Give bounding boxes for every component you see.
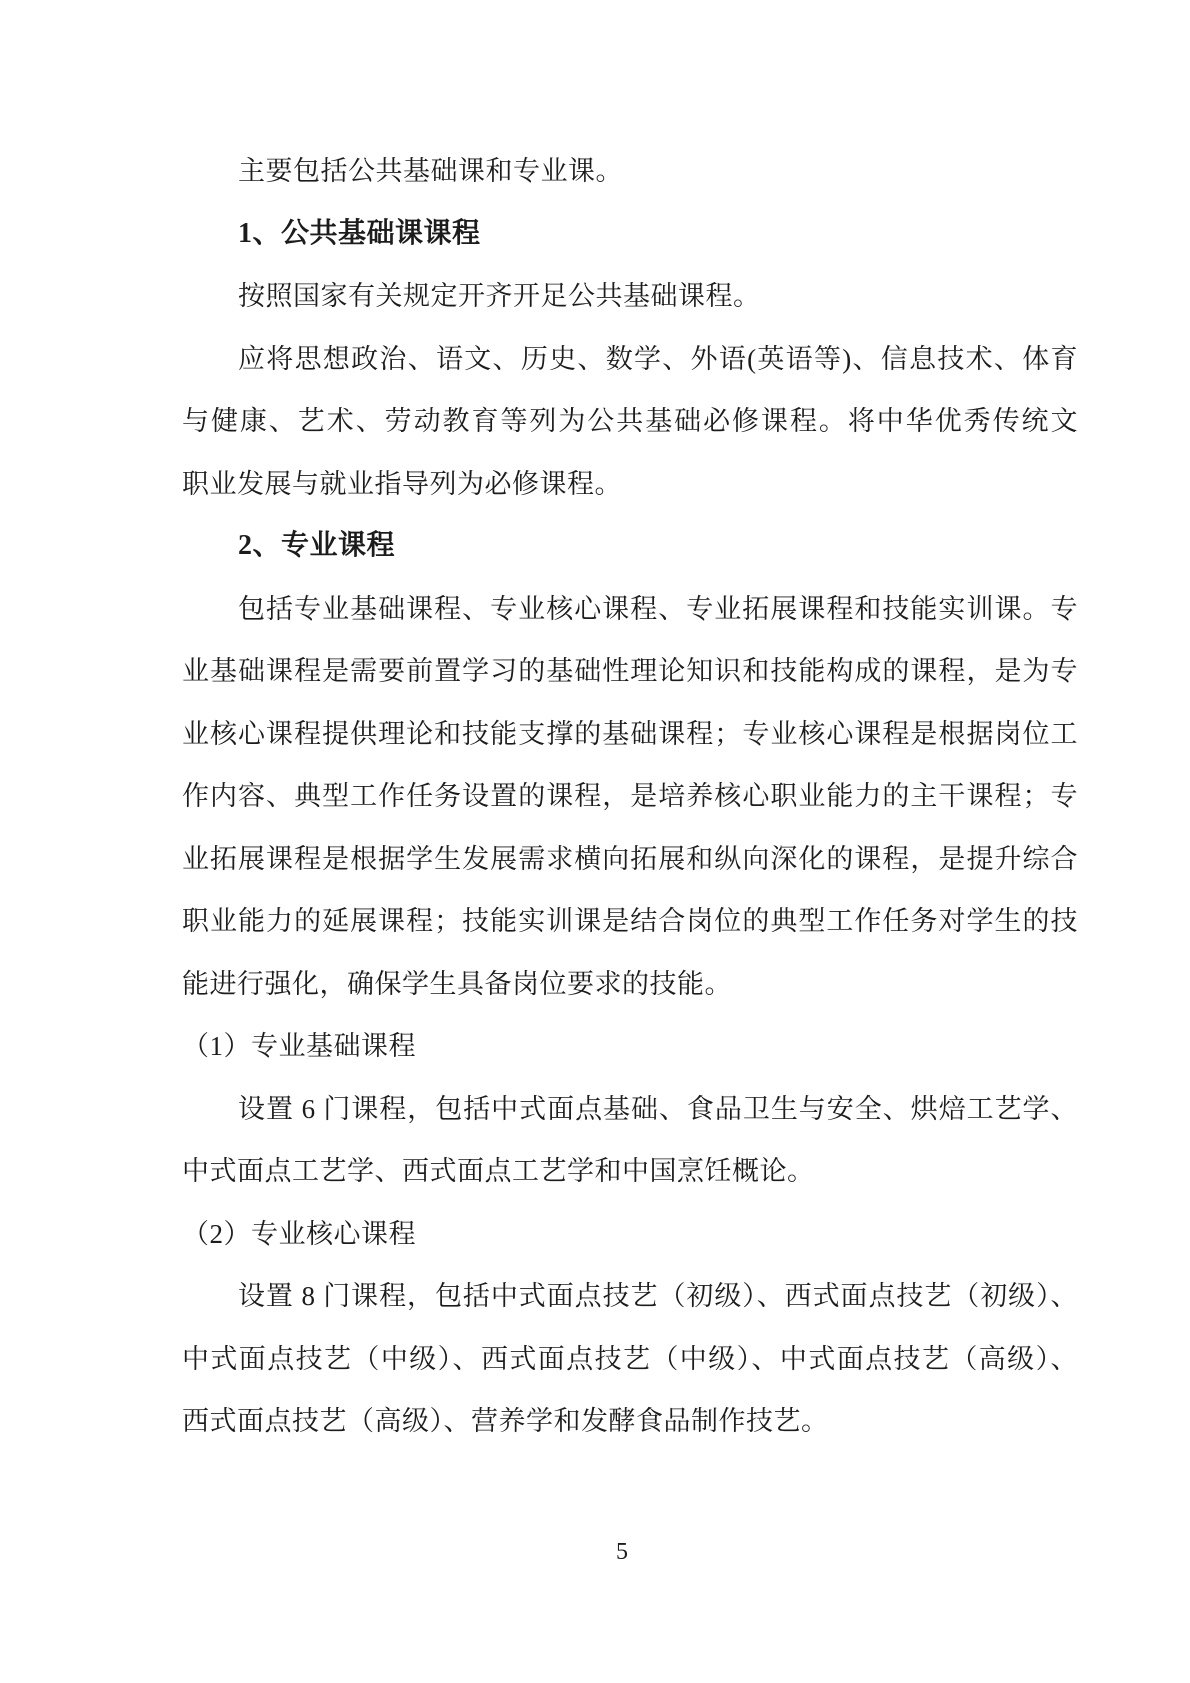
subsection-heading: （1）专业基础课程 [182,1031,416,1061]
body-line: 职业发展与就业指导列为必修课程。 [182,468,622,499]
text-block [182,140,1078,1453]
body-line: 设置 6 门课程，包括中式面点基础、食品卫生与安全、烘焙工艺学、 [238,1093,1078,1124]
body-line: 业拓展课程是根据学生发展需求横向拓展和纵向深化的课程，是提升综合 [182,843,1078,874]
body-line: 中式面点工艺学、西式面点工艺学和中国烹饪概论。 [182,1156,815,1186]
subsection-heading: （2）专业核心课程 [182,1218,416,1249]
body-line: 能进行强化，确保学生具备岗位要求的技能。 [182,968,732,999]
page-number: 5 [616,1539,628,1565]
body-line: 作内容、典型工作任务设置的课程，是培养核心职业能力的主干课程；专 [182,781,1078,811]
section-heading: 2、专业课程 [238,530,396,561]
body-line: 包括专业基础课程、专业核心课程、专业拓展课程和技能实训课。专 [238,593,1078,624]
body-line: 职业能力的延展课程；技能实训课是结合岗位的典型工作任务对学生的技 [182,906,1078,936]
body-line: 应将思想政治、语文、历史、数学、外语(英语等)、信息技术、体育 [238,343,1078,374]
body-line: 主要包括公共基础课和专业课。 [238,156,623,186]
body-line: 与健康、艺术、劳动教育等列为公共基础必修课程。将中华优秀传统文 [182,406,1078,436]
body-line: 按照国家有关规定开齐开足公共基础课程。 [238,281,761,311]
section-heading: 1、公共基础课课程 [238,217,481,249]
body-line: 西式面点技艺（高级）、营养学和发酵食品制作技艺。 [182,1406,829,1436]
body-line: 业基础课程是需要前置学习的基础性理论知识和技能构成的课程，是为专 [182,656,1078,686]
page-footer [0,1538,1190,1578]
body-line: 业核心课程提供理论和技能支撑的基础课程；专业核心课程是根据岗位工 [182,718,1078,749]
body-line: 中式面点技艺（中级）、西式面点技艺（中级）、中式面点技艺（高级）、 [182,1343,1078,1374]
body-line: 设置 8 门课程，包括中式面点技艺（初级）、西式面点技艺（初级）、 [238,1281,1078,1311]
